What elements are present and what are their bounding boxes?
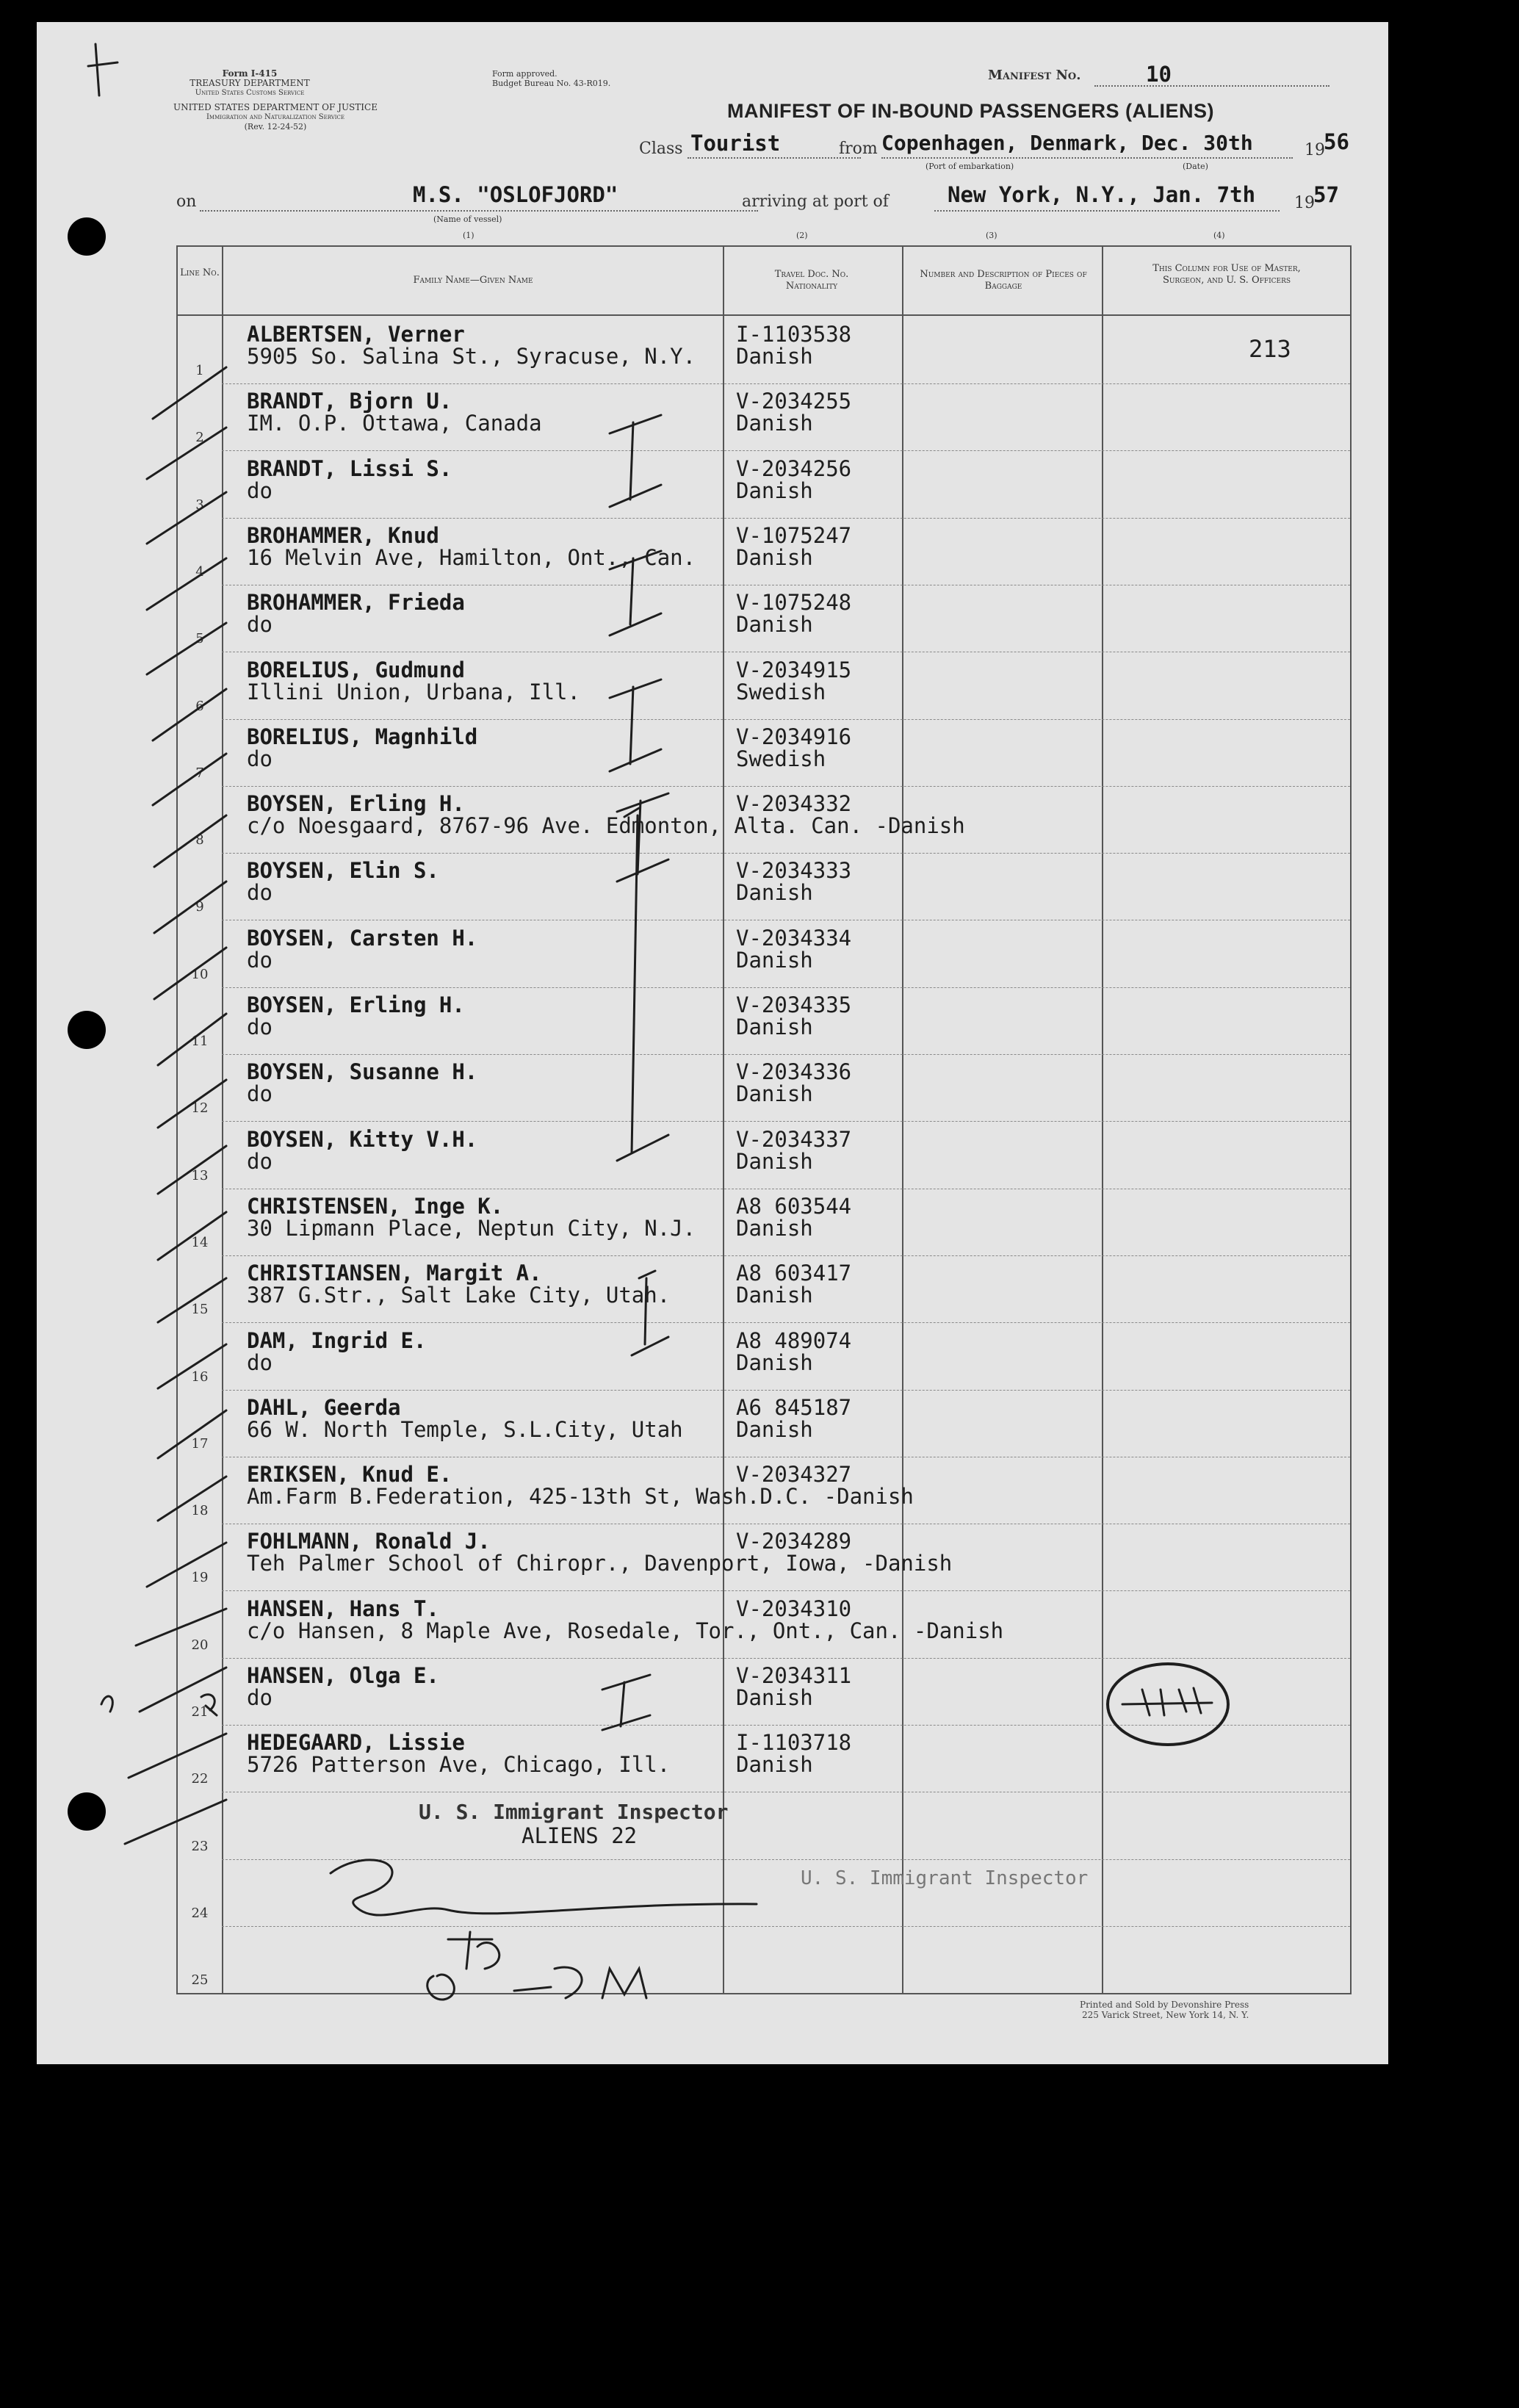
row-divider: [222, 518, 1350, 519]
passenger-name: BOYSEN, Susanne H.: [247, 1059, 478, 1084]
row-divider: [222, 719, 1350, 720]
vessel-caption: (Name of vessel): [433, 215, 502, 224]
travel-doc-number: V-2034256: [736, 456, 852, 481]
row-divider: [222, 1322, 1350, 1323]
passenger-name: CHRISTIANSEN, Margit A.: [247, 1261, 542, 1286]
nationality: Danish: [736, 545, 813, 570]
manifest-number-value: 10: [1146, 62, 1172, 87]
travel-doc-number: V-2034255: [736, 389, 852, 414]
travel-doc-number: I-1103538: [736, 322, 852, 347]
passenger-name: ALBERTSEN, Verner: [247, 322, 465, 347]
row-divider: [222, 853, 1350, 854]
passenger-name: DAM, Ingrid E.: [247, 1328, 427, 1353]
row-divider: [222, 383, 1350, 384]
travel-doc-number: V-1075248: [736, 590, 852, 615]
travel-doc-number: A8 489074: [736, 1328, 852, 1353]
travel-doc-number: A8 603417: [736, 1261, 852, 1286]
from-year: 56: [1324, 129, 1349, 154]
travel-doc-number: V-2034310: [736, 1596, 852, 1621]
from-value: Copenhagen, Denmark, Dec. 30th: [881, 131, 1253, 155]
manifest-number: Manifest No.: [988, 68, 1081, 83]
aliens-total: ALIENS 22: [522, 1823, 638, 1848]
passenger-name: BROHAMMER, Knud: [247, 523, 439, 548]
passenger-address: do: [247, 1081, 273, 1106]
passenger-name: BOYSEN, Erling H.: [247, 791, 465, 816]
passenger-name: BOYSEN, Elin S.: [247, 858, 439, 883]
travel-doc-number: V-2034337: [736, 1127, 852, 1152]
travel-doc-number: V-2034915: [736, 657, 852, 682]
inspector-stamp-1: U. S. Immigrant Inspector: [419, 1800, 729, 1824]
arrival-year-prefix: 19: [1294, 194, 1315, 212]
line-number: 7: [195, 765, 204, 781]
row-divider: [222, 1725, 1350, 1726]
form-title: MANIFEST OF IN-BOUND PASSENGERS (ALIENS): [727, 100, 1215, 122]
passenger-address: Teh Palmer School of Chiropr., Davenport, Iowa, -Danish: [247, 1551, 953, 1576]
line-number: 8: [195, 832, 204, 848]
passenger-name: CHRISTENSEN, Inge K.: [247, 1194, 504, 1219]
row-divider: [222, 1255, 1350, 1256]
passenger-name: HANSEN, Olga E.: [247, 1663, 439, 1688]
line-number: 11: [191, 1034, 209, 1049]
line-number: 18: [191, 1503, 209, 1518]
col-header-officers: This Column for Use of Master, Surgeon, and U. S. Officers: [1152, 263, 1301, 286]
travel-doc-number: A8 603544: [736, 1194, 852, 1219]
col-header-baggage: Number and Description of Pieces of Baggage: [920, 269, 1087, 292]
line-number: 13: [191, 1168, 209, 1183]
travel-doc-number: I-1103718: [736, 1730, 852, 1755]
manifest-sheet: [37, 22, 1388, 2064]
arrival-year: 57: [1313, 182, 1339, 207]
nationality: Danish: [736, 1283, 813, 1308]
passenger-address: c/o Hansen, 8 Maple Ave, Rosedale, Tor., Ont., Can. -Danish: [247, 1618, 1004, 1643]
line-number: 2: [195, 430, 204, 445]
line-number: 4: [195, 564, 204, 580]
travel-doc-number: V-2034335: [736, 992, 852, 1017]
passenger-address: c/o Noesgaard, 8767-96 Ave. Edmonton, Alta. Can. -Danish: [247, 813, 965, 838]
line-number: 5: [195, 631, 204, 646]
row-divider: [222, 1658, 1350, 1659]
nationality: Danish: [736, 1685, 813, 1710]
row-divider: [222, 1859, 1350, 1860]
col-num-4: (4): [1213, 231, 1225, 240]
passenger-address: 66 W. North Temple, S.L.City, Utah: [247, 1417, 683, 1442]
line-number: 16: [191, 1369, 209, 1385]
travel-doc-number: V-2034332: [736, 791, 852, 816]
row-divider: [222, 1121, 1350, 1122]
printer-imprint: Printed and Sold by Devonshire Press 225 Varick Street, New York 14, N. Y.: [1080, 2000, 1249, 2020]
nationality: Danish: [736, 1417, 813, 1442]
line-number: 25: [191, 1972, 209, 1988]
passenger-name: BOYSEN, Carsten H.: [247, 926, 478, 951]
row-divider: [222, 786, 1350, 787]
handwritten-marks: [37, 22, 1388, 2064]
form-number: Form I-415 TREASURY DEPARTMENT United States Customs Service: [190, 68, 310, 97]
line-number: 14: [191, 1235, 209, 1250]
col-num-1: (1): [463, 231, 475, 240]
nationality: Danish: [736, 478, 813, 503]
passenger-name: BOYSEN, Erling H.: [247, 992, 465, 1017]
passenger-address: do: [247, 1149, 273, 1174]
row-divider: [222, 1590, 1350, 1591]
travel-doc-number: A6 845187: [736, 1395, 852, 1420]
passenger-address: do: [247, 612, 273, 637]
agency-block: UNITED STATES DEPARTMENT OF JUSTICE Immigration and Naturalization Service (Rev. 12-24-52): [173, 102, 378, 131]
passenger-address: Illini Union, Urbana, Ill.: [247, 679, 580, 704]
passenger-name: HANSEN, Hans T.: [247, 1596, 439, 1621]
passenger-address: do: [247, 948, 273, 973]
row-divider: [222, 450, 1350, 451]
line-number: 24: [191, 1906, 209, 1921]
passenger-address: do: [247, 1685, 273, 1710]
travel-doc-number: V-2034327: [736, 1462, 852, 1487]
travel-doc-number: V-2034334: [736, 926, 852, 951]
passenger-address: Am.Farm B.Federation, 425-13th St, Wash.D.C. -Danish: [247, 1484, 914, 1509]
line-number: 6: [195, 699, 204, 714]
travel-doc-number: V-1075247: [736, 523, 852, 548]
punch-hole-2: [68, 1011, 106, 1049]
travel-doc-number: V-2034916: [736, 724, 852, 749]
nationality: Danish: [736, 880, 813, 905]
col-num-2: (2): [796, 231, 808, 240]
nationality: Danish: [736, 948, 813, 973]
line-number: 12: [191, 1100, 209, 1116]
col-header-name: Family Name—Given Name: [413, 275, 533, 286]
officer-note: 213: [1249, 335, 1291, 363]
passenger-name: BOYSEN, Kitty V.H.: [247, 1127, 478, 1152]
port-embark-caption: (Port of embarkation): [926, 162, 1014, 171]
nationality: Danish: [736, 344, 813, 369]
passenger-address: 16 Melvin Ave, Hamilton, Ont., Can.: [247, 545, 696, 570]
nationality: Danish: [736, 1350, 813, 1375]
line-number: 22: [191, 1771, 209, 1787]
travel-doc-number: V-2034289: [736, 1529, 852, 1554]
passenger-address: do: [247, 1350, 273, 1375]
passenger-name: BORELIUS, Gudmund: [247, 657, 465, 682]
row-divider: [222, 1054, 1350, 1055]
travel-doc-number: V-2034336: [736, 1059, 852, 1084]
col-header-line: Line No.: [180, 267, 220, 278]
vessel-name: M.S. "OSLOFJORD": [413, 182, 618, 207]
passenger-address: do: [247, 478, 273, 503]
line-number: 10: [191, 967, 209, 982]
nationality: Danish: [736, 612, 813, 637]
nationality: Danish: [736, 1216, 813, 1241]
line-number: 23: [191, 1839, 209, 1854]
inspector-stamp-2: U. S. Immigrant Inspector: [801, 1867, 1089, 1889]
passenger-name: BRANDT, Lissi S.: [247, 456, 452, 481]
passenger-address: 30 Lipmann Place, Neptun City, N.J.: [247, 1216, 696, 1241]
travel-doc-number: V-2034311: [736, 1663, 852, 1688]
nationality: Danish: [736, 1149, 813, 1174]
passenger-address: 5726 Patterson Ave, Chicago, Ill.: [247, 1752, 671, 1777]
line-number: 20: [191, 1637, 209, 1653]
travel-doc-number: V-2034333: [736, 858, 852, 883]
punch-hole-3: [68, 1792, 106, 1831]
row-divider: [222, 1390, 1350, 1391]
passenger-address: 5905 So. Salina St., Syracuse, N.Y.: [247, 344, 696, 369]
row-divider: [222, 1926, 1350, 1927]
nationality: Danish: [736, 1014, 813, 1039]
line-number: 19: [191, 1570, 209, 1585]
line-number: 21: [191, 1704, 209, 1720]
date-caption: (Date): [1183, 162, 1208, 171]
nationality: Danish: [736, 411, 813, 436]
passenger-name: BORELIUS, Magnhild: [247, 724, 478, 749]
line-number: 17: [191, 1436, 209, 1452]
passenger-name: ERIKSEN, Knud E.: [247, 1462, 452, 1487]
passenger-name: BROHAMMER, Frieda: [247, 590, 465, 615]
from-year-prefix: 19: [1305, 141, 1325, 159]
line-number: 15: [191, 1302, 209, 1317]
passenger-address: do: [247, 880, 273, 905]
arrival-value: New York, N.Y., Jan. 7th: [948, 182, 1256, 207]
line-number: 9: [195, 899, 204, 915]
nationality: Swedish: [736, 679, 826, 704]
passenger-address: IM. O.P. Ottawa, Canada: [247, 411, 542, 436]
on-label: on: [176, 192, 197, 211]
col-num-3: (3): [986, 231, 997, 240]
class-label: Class: [639, 140, 683, 158]
line-number: 3: [195, 497, 204, 513]
nationality: Danish: [736, 1081, 813, 1106]
class-value: Tourist: [690, 131, 781, 156]
passenger-name: DAHL, Geerda: [247, 1395, 401, 1420]
passenger-name: FOHLMANN, Ronald J.: [247, 1529, 491, 1554]
row-divider: [222, 987, 1350, 988]
col-header-travel: Travel Doc. No. Nationality: [774, 269, 849, 292]
passenger-name: HEDEGAARD, Lissie: [247, 1730, 465, 1755]
passenger-name: BRANDT, Bjorn U.: [247, 389, 452, 414]
form-approved: Form approved. Budget Bureau No. 43-R019.: [492, 69, 611, 88]
nationality: Swedish: [736, 746, 826, 771]
arriving-label: arriving at port of: [742, 192, 889, 211]
passenger-address: do: [247, 746, 273, 771]
passenger-address: do: [247, 1014, 273, 1039]
punch-hole-1: [68, 217, 106, 256]
line-number: 1: [195, 363, 204, 378]
from-label: from: [839, 140, 878, 158]
nationality: Danish: [736, 1752, 813, 1777]
passenger-address: 387 G.Str., Salt Lake City, Utah.: [247, 1283, 671, 1308]
